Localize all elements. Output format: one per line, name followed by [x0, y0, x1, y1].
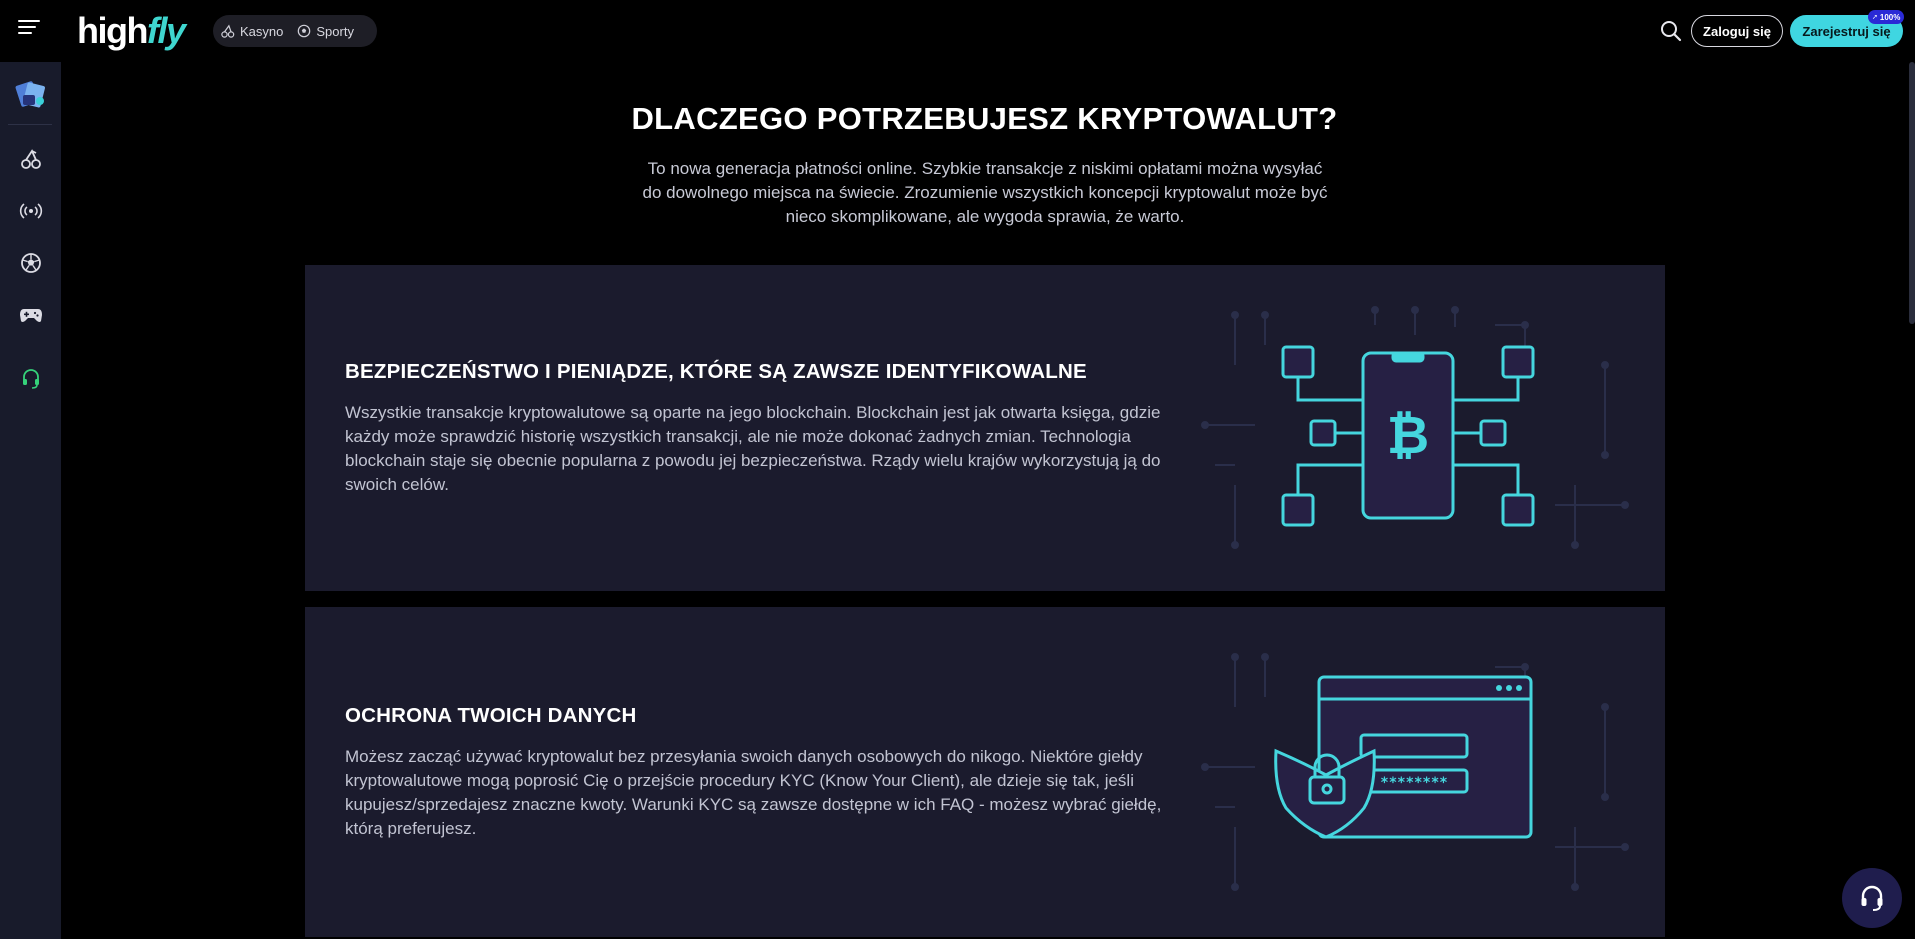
- card-text: Wszystkie transakcje kryptowalutowe są oparte na jego blockchain. Blockchain jest jak otwarta księga, gdzie każdy może sprawdzić historię wszystkich transakcji, ale nie może dokonać żadnych zmian. Technologia blockchain staje się obecnie popularna z powodu jej bezpieczeństwa. Rządy wielu krajów wykorzystują ją do swoich celów.: [345, 403, 1161, 494]
- page-title: DLACZEGO POTRZEBUJESZ KRYPTOWALUT?: [631, 101, 1338, 136]
- headset-icon: [1859, 884, 1885, 912]
- nav-sporty[interactable]: [297, 24, 354, 39]
- gamepad-icon: [19, 306, 43, 324]
- card-title: OCHRONA TWOICH DANYCH: [345, 704, 637, 727]
- login-button[interactable]: Zaloguj się: [1691, 15, 1783, 47]
- feature-card-security: [305, 265, 1665, 591]
- logo-text-fly: fly: [146, 10, 185, 51]
- soccer-ball-icon: [297, 24, 311, 38]
- intro-text: To nowa generacja płatności online. Szybkie transakcje z niskimi opłatami można wysyłać do dowolnego miejsca na świecie. Zrozumienie wszystkich koncepcji kryptowalut może być nieco skomplikowane, ale wygoda sprawia, że warto.: [642, 159, 1328, 226]
- top-bar: [0, 0, 1915, 62]
- live-broadcast-icon: [19, 201, 43, 221]
- password-mask: ********: [1380, 775, 1448, 791]
- logo[interactable]: [77, 10, 185, 52]
- casino-cards-icon: [12, 77, 50, 111]
- sidebar-item-sports[interactable]: [0, 243, 61, 283]
- browser-lock-shield-icon: [1195, 647, 1635, 897]
- sidebar-item-support[interactable]: [0, 359, 61, 399]
- nav-sporty-label: Sporty: [316, 23, 354, 39]
- product-nav: [213, 15, 377, 47]
- card-text: Możesz zacząć używać kryptowalut bez przesyłania swoich danych osobowych do nikogo. Niektóre giełdy kryptowalutowe mogą poprosić Cię o przejście procedury KYC (Know Your Client), ale dzieje się tak, jeśli kupujesz/sprzedajesz znaczne kwoty. Warunki KYC są zawsze dostępne w ich FAQ - możesz wybrać giełdę, którą preferujesz.: [345, 747, 1162, 838]
- sidebar-item-casino-games[interactable]: [0, 139, 61, 179]
- nav-kasyno-label: Kasyno: [240, 23, 284, 39]
- search-icon[interactable]: [1659, 19, 1683, 43]
- nav-kasyno[interactable]: [221, 24, 283, 39]
- logo-text-high: high: [77, 10, 147, 51]
- feature-card-privacy: [305, 607, 1665, 937]
- soccer-ball-icon: [20, 252, 42, 274]
- card-title: BEZPIECZEŃSTWO I PIENIĄDZE, KTÓRE SĄ ZAWSZE IDENTYFIKOWALNE: [345, 360, 1087, 383]
- rocket-icon: ➚: [1872, 14, 1878, 21]
- sidebar-item-esports[interactable]: [0, 295, 61, 335]
- headset-icon: [21, 368, 41, 390]
- cherries-icon: [20, 148, 42, 170]
- svg-text:₿: ₿: [1386, 406, 1430, 466]
- bonus-badge-label: 100%: [1879, 12, 1901, 22]
- bitcoin-phone-network-icon: [1195, 305, 1635, 555]
- sidebar-divider: [8, 124, 52, 125]
- page-scrollbar[interactable]: [1909, 62, 1915, 324]
- bonus-badge: [1868, 10, 1904, 24]
- sidebar-item-casino[interactable]: [0, 74, 61, 114]
- sidebar-item-live[interactable]: [0, 191, 61, 231]
- sidebar: [0, 62, 61, 939]
- cherries-icon: [221, 24, 235, 38]
- live-chat-button[interactable]: [1842, 868, 1902, 928]
- hamburger-menu-icon[interactable]: [18, 20, 40, 38]
- register-button[interactable]: Zarejestruj się: [1790, 15, 1903, 47]
